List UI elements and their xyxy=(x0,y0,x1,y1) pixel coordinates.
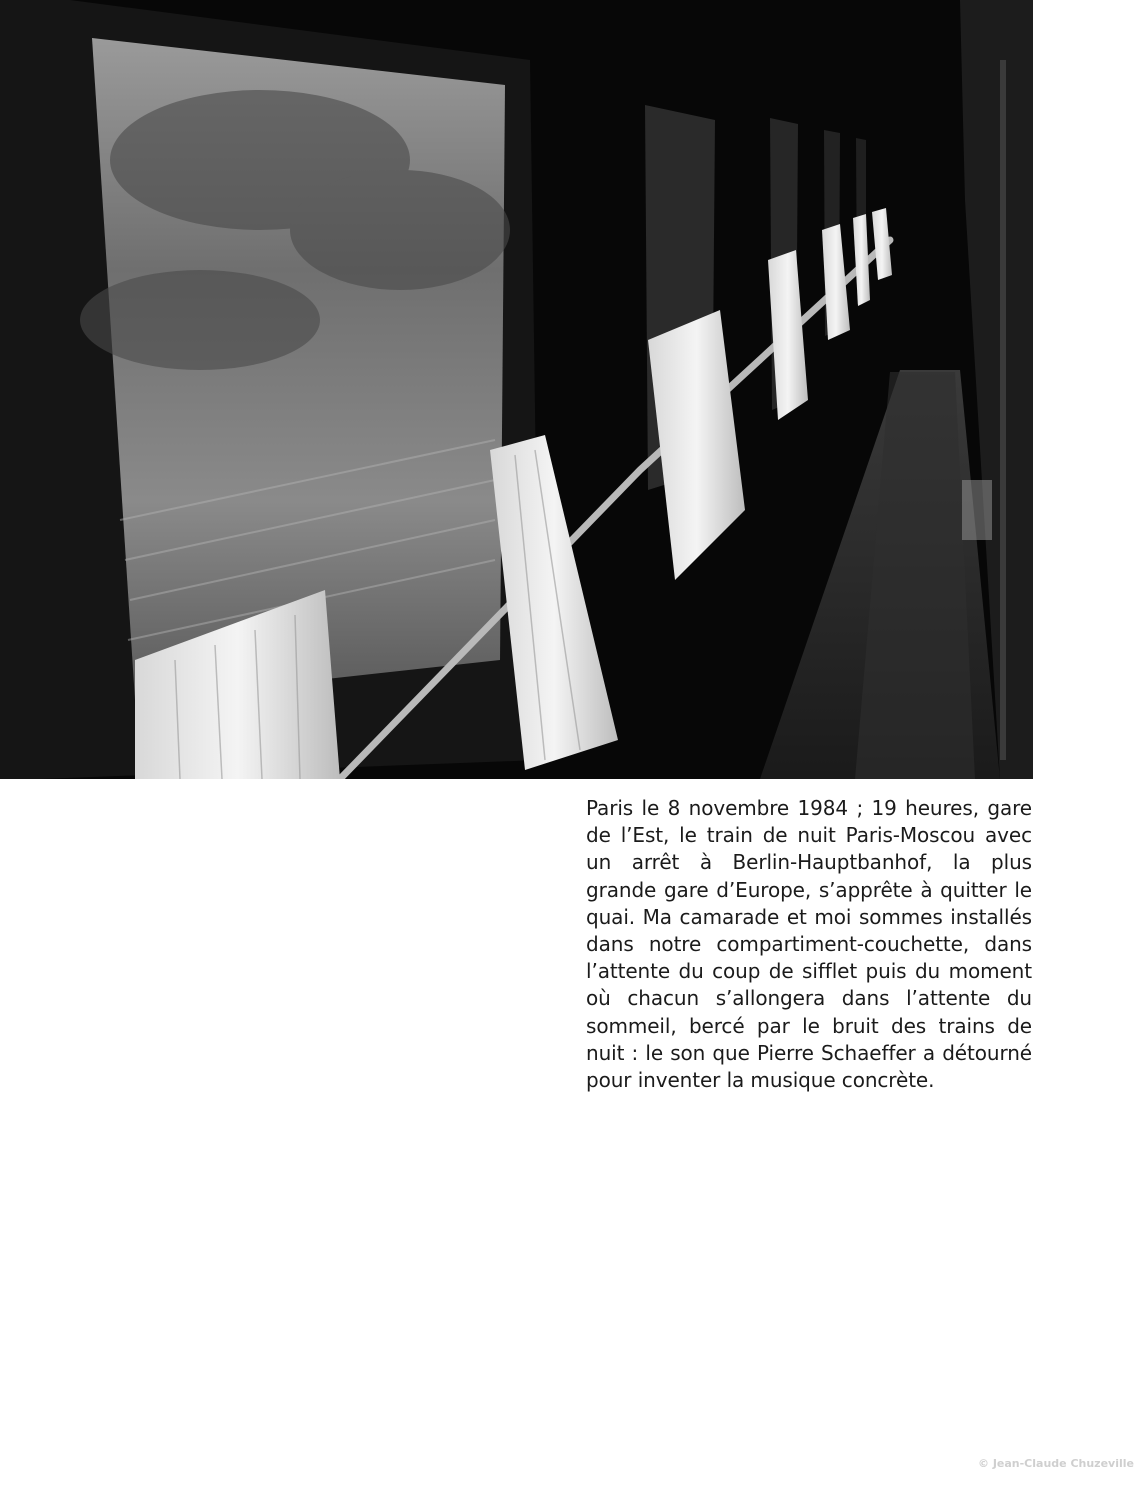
article-body-text: Paris le 8 novembre 1984 ; 19 heures, gare de l’Est, le train de nuit Paris-Moscou avec un arrêt à Berlin-Hauptbanhof, la plus grande gare d’Europe, s’apprête à quitter le quai. Ma camarade et moi sommes installés dans notre compartiment-couchette, dans l’attente du coup de sifflet puis du moment où chacun s’allongera dans l’attente du sommeil, bercé par le bruit des trains de nuit : le son que Pierre Schaeffer a détourné pour inventer la musique concrète. xyxy=(586,796,1032,1093)
train-corridor-photo xyxy=(0,0,1033,779)
photo-credit: © Jean-Claude Chuzeville xyxy=(977,1457,1134,1470)
photo-illustration xyxy=(0,0,1033,779)
